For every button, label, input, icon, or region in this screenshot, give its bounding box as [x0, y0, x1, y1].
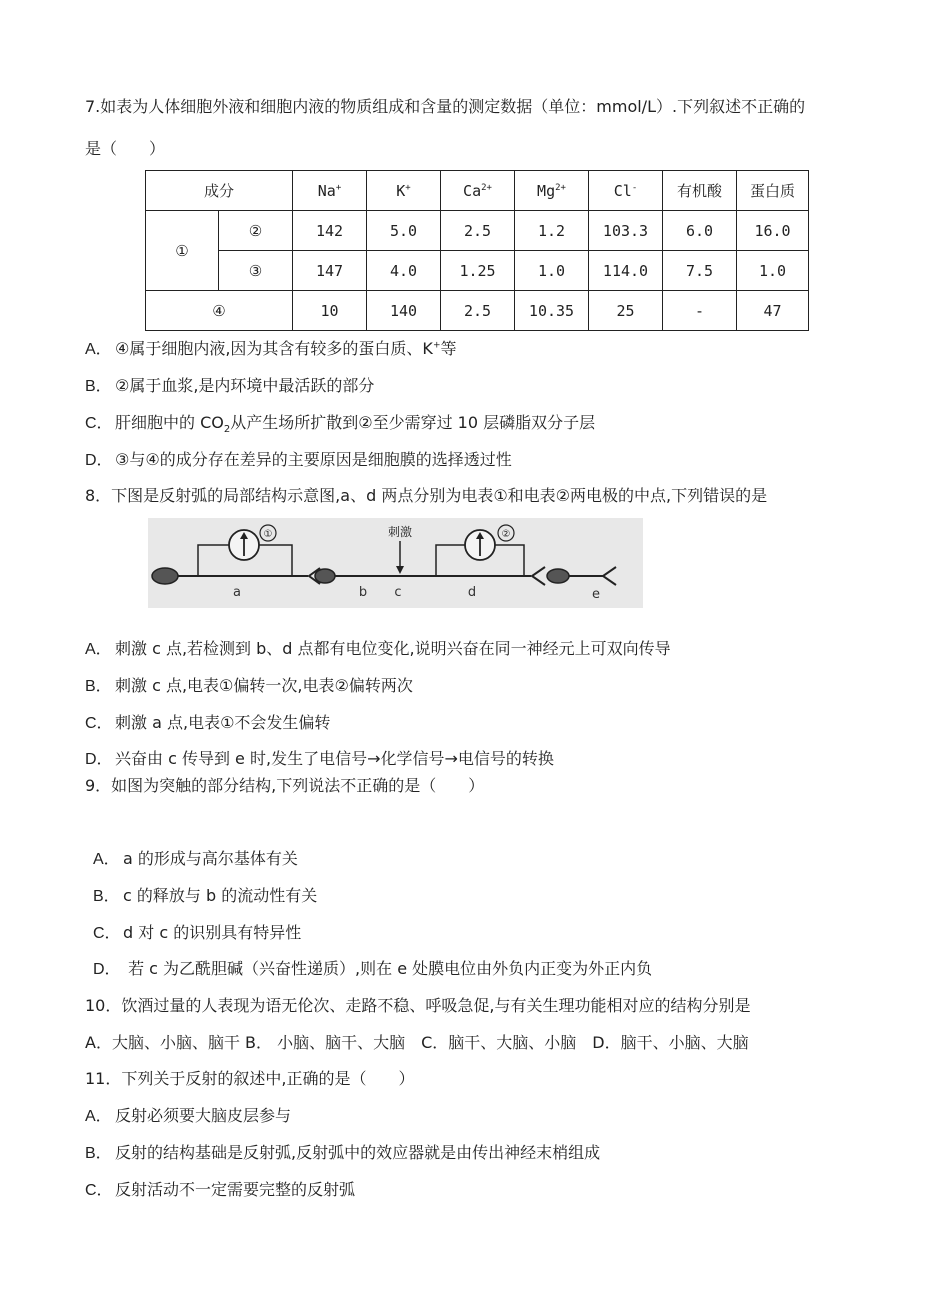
table-cell: 103.3 — [589, 211, 663, 251]
neuron-body-2 — [315, 569, 335, 583]
q11-option-c[interactable]: C． 反射活动不一定需要完整的反射弧 — [85, 1180, 356, 1199]
q10-options[interactable]: A．大脑、小脑、脑干 B． 小脑、脑干、大脑 C．脑干、大脑、小脑 D．脑干、小脑、大脑 — [85, 1033, 749, 1052]
header-component: 成分 — [146, 171, 293, 211]
header-protein: 蛋白质 — [737, 171, 809, 211]
table-cell: 10 — [293, 291, 367, 331]
q9-option-a[interactable]: A． a 的形成与高尔基体有关 — [93, 849, 298, 868]
q10-stem: 10．饮酒过量的人表现为语无伦次、走路不稳、呼吸急促,与有关生理功能相对应的结构分别是 — [85, 996, 751, 1015]
q8-option-c[interactable]: C． 刺激 a 点,电表①不会发生偏转 — [85, 713, 331, 732]
table-cell: 1.2 — [515, 211, 589, 251]
q9-option-d[interactable]: D． 若 c 为乙酰胆碱（兴奋性递质）,则在 e 处膜电位由外负内正变为外正内负 — [93, 959, 653, 978]
table-cell: 1.25 — [441, 251, 515, 291]
header-ca: $Ca^{2+}$ — [441, 171, 515, 211]
q8-option-b[interactable]: B． 刺激 c 点,电表①偏转一次,电表②偏转两次 — [85, 676, 413, 695]
q7-option-c[interactable]: C． 肝细胞中的 $CO_2$从产生场所扩散到②至少需穿过 10 层磷脂双分子层 — [85, 413, 596, 436]
header-cl: Cl- — [589, 171, 663, 211]
table-cell: 5.0 — [367, 211, 441, 251]
point-label-d: d — [467, 585, 477, 600]
meter-2-label: ② — [501, 529, 511, 540]
table-cell: 4.0 — [367, 251, 441, 291]
table-cell: 140 — [367, 291, 441, 331]
header-na: Na+ — [293, 171, 367, 211]
point-label-c: c — [394, 585, 402, 600]
q9-option-b[interactable]: B． c 的释放与 b 的流动性有关 — [93, 886, 318, 905]
table-cell: 47 — [737, 291, 809, 331]
q11-stem: 11．下列关于反射的叙述中,正确的是（ ） — [85, 1069, 415, 1088]
neuron-body-3 — [547, 569, 569, 583]
table-cell: 25 — [589, 291, 663, 331]
table-row — [146, 291, 809, 331]
stimulus-label: 刺激 — [387, 525, 413, 539]
q8-option-d[interactable]: D． 兴奋由 c 传导到 e 时,发生了电信号→化学信号→电信号的转换 — [85, 749, 554, 768]
q11-option-b[interactable]: B． 反射的结构基础是反射弧,反射弧中的效应器就是由传出神经末梢组成 — [85, 1143, 601, 1162]
table-cell: 2.5 — [441, 211, 515, 251]
row-label: ② — [219, 211, 293, 251]
table-cell: 10.35 — [515, 291, 589, 331]
row-label: ④ — [146, 291, 293, 331]
q11-option-a[interactable]: A． 反射必须要大脑皮层参与 — [85, 1106, 292, 1125]
q8-stem: 8．下图是反射弧的局部结构示意图,a、d 两点分别为电表①和电表②两电极的中点,下列错误的是 — [85, 486, 768, 505]
table-cell: 1.0 — [737, 251, 809, 291]
neuron-body-1 — [152, 568, 178, 584]
q7-option-b[interactable]: B． ②属于血浆,是内环境中最活跃的部分 — [85, 376, 375, 395]
q9-stem: 9．如图为突触的部分结构,下列说法不正确的是（ ） — [85, 776, 485, 795]
table-cell: 114.0 — [589, 251, 663, 291]
q8-option-a[interactable]: A． 刺激 c 点,若检测到 b、d 点都有电位变化,说明兴奋在同一神经元上可双向传导 — [85, 639, 671, 658]
point-label-b: b — [358, 585, 368, 600]
point-label-a: a — [233, 585, 241, 600]
table-cell: - — [663, 291, 737, 331]
q7-stem-line1: 7.如表为人体细胞外液和细胞内液的物质组成和含量的测定数据（单位：mmol/L）.下列叙述不正确的 — [85, 97, 806, 116]
meter-1-label: ① — [263, 529, 273, 540]
table-cell: 142 — [293, 211, 367, 251]
table-cell: 7.5 — [663, 251, 737, 291]
q7-stem-line2: 是（ ） — [85, 139, 166, 158]
header-k: K+ — [367, 171, 441, 211]
composition-table — [145, 170, 809, 331]
table-cell: 16.0 — [737, 211, 809, 251]
header-mg: $Mg^{2+}$ — [515, 171, 589, 211]
reflex-arc-figure — [148, 518, 643, 608]
table-cell: 6.0 — [663, 211, 737, 251]
row-label: ③ — [219, 251, 293, 291]
row-group-label: ① — [146, 211, 219, 291]
table-cell: 147 — [293, 251, 367, 291]
table-cell: 2.5 — [441, 291, 515, 331]
point-label-e: e — [592, 587, 600, 602]
table-row — [146, 251, 809, 291]
q9-option-c[interactable]: C． d 对 c 的识别具有特异性 — [93, 923, 302, 942]
table-row — [146, 211, 809, 251]
q7-option-a[interactable]: A． ④属于细胞内液,因为其含有较多的蛋白质、K+等 — [85, 339, 457, 358]
table-header-row — [146, 171, 809, 211]
table-cell: 1.0 — [515, 251, 589, 291]
q7-option-d[interactable]: D． ③与④的成分存在差异的主要原因是细胞膜的选择透过性 — [85, 450, 512, 469]
header-organic-acid: 有机酸 — [663, 171, 737, 211]
